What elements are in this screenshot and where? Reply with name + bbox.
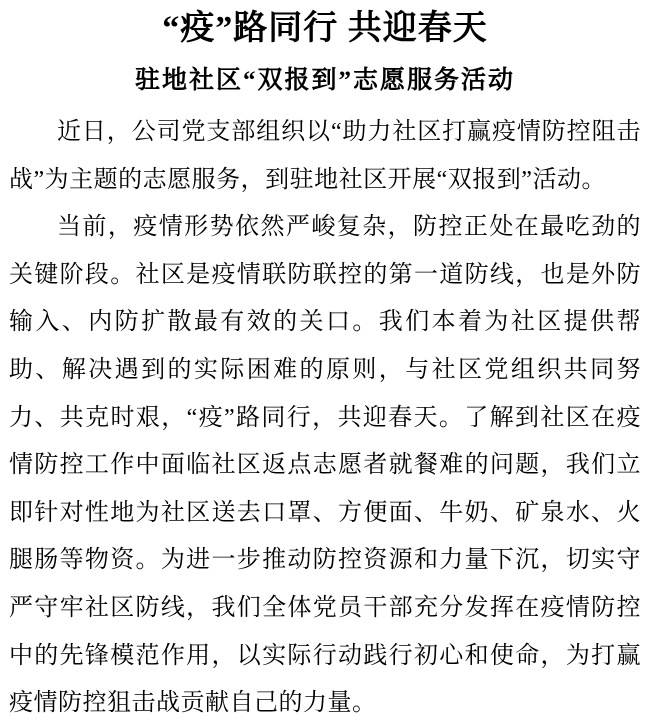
document-body <box>9 109 641 728</box>
paragraph-2: 当前，疫情形势依然严峻复杂，防控正处在最吃劲的关键阶段。社区是疫情联防联控的第一道防线，也是外防输入、内防扩散最有效的关口。我们本着为社区提供帮助、解决遇到的实际困难的原则，与社区党组织共同努力、共克时艰，“疫”路同行，共迎春天。了解到社区在疫情防控工作中面临社区返点志愿者就餐难的问题，我们立即针对性地为社区送去口罩、方便面、牛奶、矿泉水、火腿肠等物资。为进一步推动防控资源和力量下沉，切实守严守牢社区防线，我们全体党员干部充分发挥在疫情防控中的先锋模范作用，以实际行动践行初心和使命，为打赢疫情防控狙击战贡献自己的力量。 <box>9 214 641 717</box>
document-title: “疫”路同行 共迎春天 <box>162 10 488 47</box>
paragraph-1: 近日，公司党支部组织以“助力社区打赢疫情防控阻击战”为主题的志愿服务，到驻地社区开展“双报到”活动。 <box>9 119 641 193</box>
document-subtitle: 驻地社区“双报到”志愿服务活动 <box>134 67 515 94</box>
